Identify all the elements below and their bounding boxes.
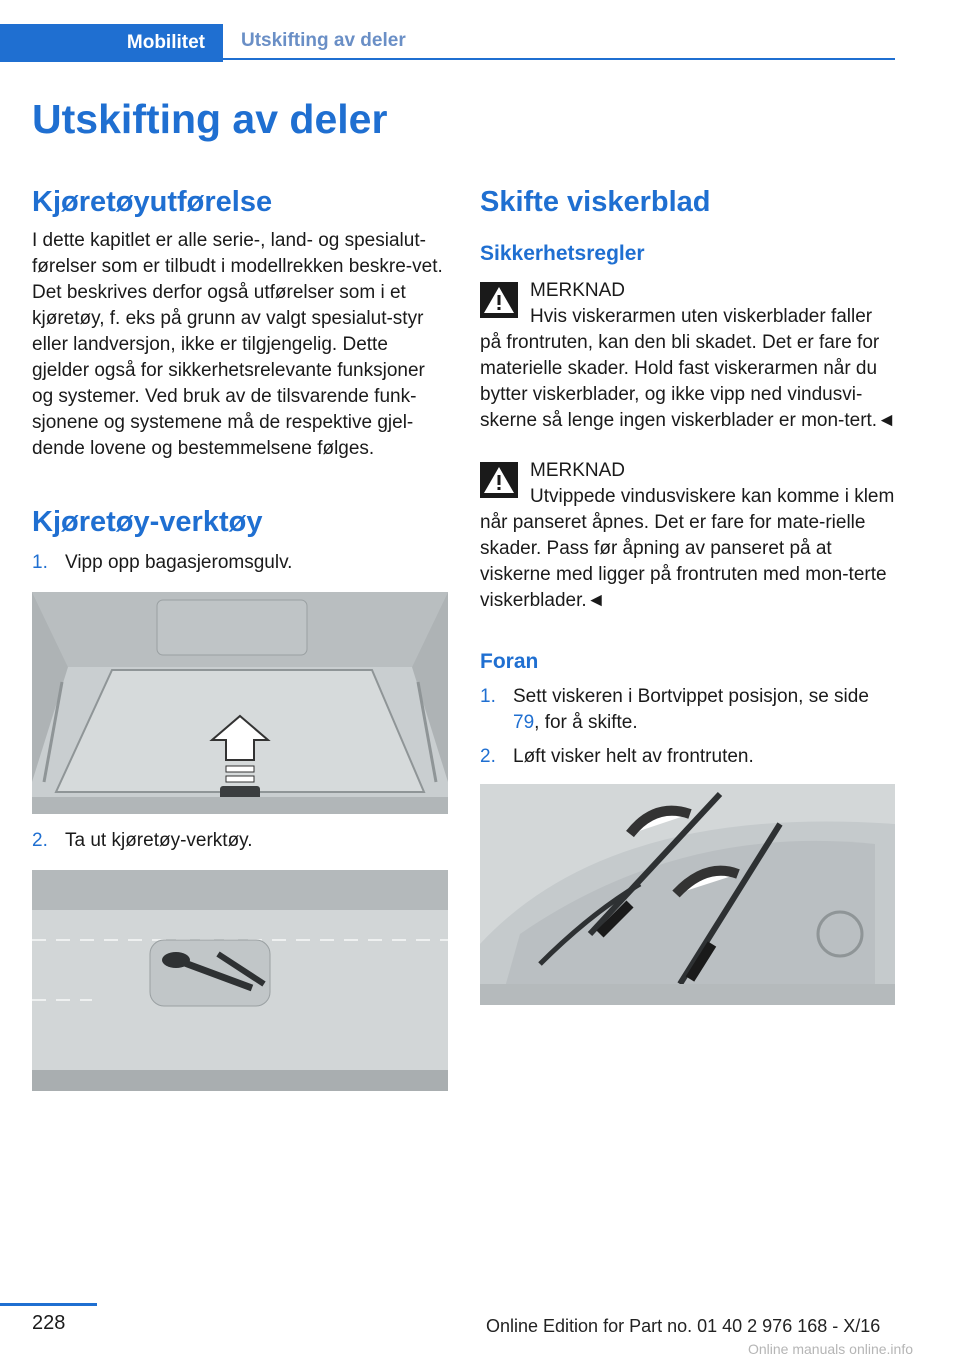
step-number: 2.: [32, 830, 48, 851]
left-column: [32, 180, 450, 1091]
wiper-lift-image: [480, 784, 895, 1005]
subsection-title-safety: Sikkerhetsregler: [480, 242, 645, 265]
tab-mobilitet[interactable]: Mobilitet: [0, 24, 223, 62]
list-item: [480, 744, 898, 770]
warning-icon: [480, 462, 518, 498]
notice-label: MERKNAD: [530, 460, 626, 481]
tab-utskifting[interactable]: Utskifting av deler: [223, 24, 895, 60]
edition-text: Online Edition for Part no. 01 40 2 976 168 - X/16: [486, 1316, 881, 1336]
list-item: [32, 828, 450, 854]
footer-accent-line: [0, 1303, 97, 1306]
step-number: 1.: [480, 686, 496, 707]
list-item: [32, 550, 450, 576]
section-title-vehicle-version: Kjøretøyutførelse: [32, 186, 273, 218]
section-title-wiper-blade: Skifte viskerblad: [480, 186, 711, 218]
subsection-title-front: Foran: [480, 650, 539, 673]
notice-text: Hvis viskerarmen uten viskerblader faller på frontruten, kan den bli skadet. Det er fare for materielle skader. Hold fast viskerarmen når du bytter viskerblader, og ikke vipp ned vindusvi-skerne så lenge ingen viskerblader er mon-tert.◄: [480, 306, 896, 431]
section-title-vehicle-tools: Kjøretøy-verktøy: [32, 506, 263, 538]
step-text: Vipp opp bagasjeromsgulv.: [65, 552, 293, 573]
notice-box: [480, 458, 898, 614]
vehicle-version-text: I dette kapitlet er alle serie-, land- og spesialut-førelser som er tilbudt i modellrekken beskre-vet. Det beskrives derfor også utførelser som i et kjøretøy, f. eks på grunn av valgt spesialut-styr eller landversjon, ikke er tilgjengelig. Dette gjelder også for sikkerhetsrelevante funksjoner og systemer. Ved bruk av de tilsvarende funk-sjonene og systemene må de respektive gjel-dende lovene og bestemmelsene følges.: [32, 230, 443, 459]
step-text: Ta ut kjøretøy-verktøy.: [65, 830, 253, 851]
step-text: Sett viskeren i Bortvippet posisjon, se side 79, for å skifte.: [513, 686, 869, 733]
watermark: Online manuals online.info: [748, 1341, 913, 1357]
page-link[interactable]: 79: [513, 712, 535, 733]
right-column: [480, 180, 898, 1005]
page-number: 228: [32, 1312, 66, 1334]
step-text: Løft visker helt av frontruten.: [513, 746, 754, 767]
warning-icon: [480, 282, 518, 318]
notice-text: Utvippede vindusviskere kan komme i klem når panseret åpnes. Det er fare for mate-rielle skader. Pass før åpning av panseret på at viskerne med ligger på frontruten med mon-terte viskerblader.◄: [480, 486, 895, 611]
list-item: [480, 684, 898, 736]
trunk-floor-image: [32, 592, 448, 814]
page-title: Utskifting av deler: [32, 96, 388, 142]
vehicle-tools-image: [32, 870, 448, 1091]
header-tabs: [0, 24, 895, 62]
notice-label: MERKNAD: [530, 280, 626, 301]
step-number: 1.: [32, 552, 48, 573]
step-number: 2.: [480, 746, 496, 767]
notice-box: [480, 278, 898, 434]
